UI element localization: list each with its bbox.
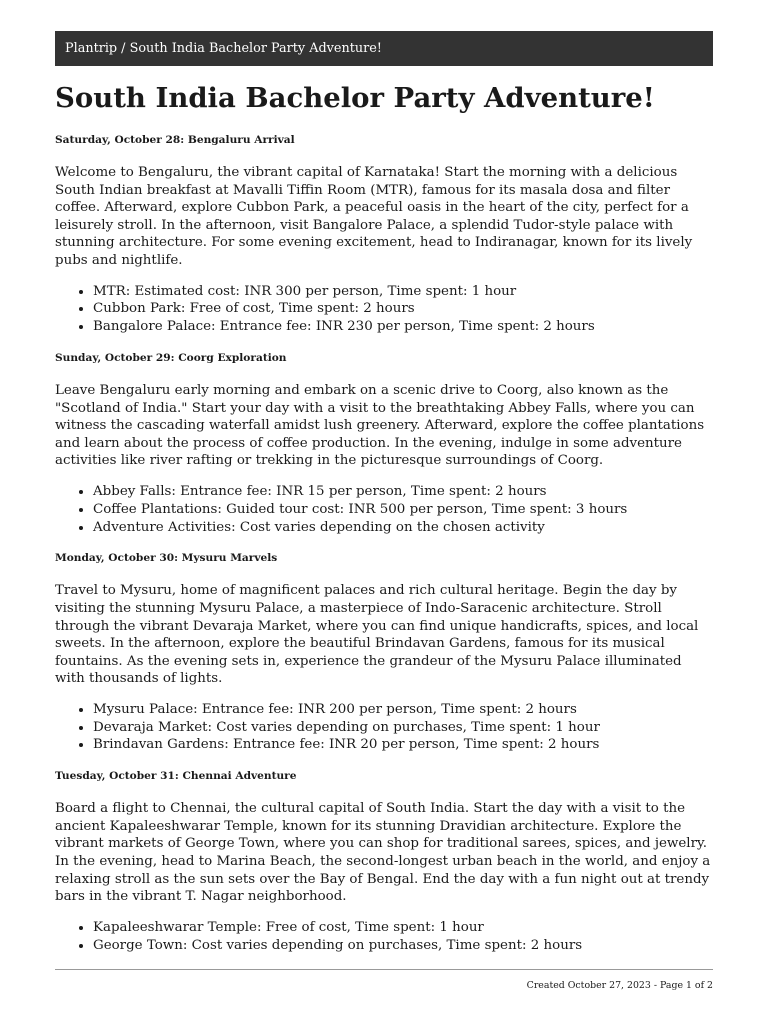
day-section xyxy=(55,349,715,536)
activity-list xyxy=(55,919,715,955)
itinerary-content xyxy=(55,131,715,967)
activity-item: • George Town: Cost varies depending on purchases, Time spent: 2 hours xyxy=(93,937,715,955)
breadcrumb-text[interactable]: Plantrip / South India Bachelor Party Adventure! xyxy=(65,41,382,56)
day-description: Welcome to Bengaluru, the vibrant capital of Karnataka! Start the morning with a delicious South Indian breakfast at Mavalli Tiffin Room (MTR), famous for its masala dosa and filter coffee. Afterward, explore Cubbon Park, a peaceful oasis in the heart of the city, perfect for a leisurely stroll. In the afternoon, visit Bangalore Palace, a splendid Tudor-style palace with stunning architecture. For some evening excitement, head to Indiranagar, known for its lively pubs and nightlife. xyxy=(55,165,693,268)
activity-item: • MTR: Estimated cost: INR 300 per person, Time spent: 1 hour xyxy=(93,283,715,301)
day-description: Travel to Mysuru, home of magnificent palaces and rich cultural heritage. Begin the day by visiting the stunning Mysuru Palace, a masterpiece of Indo-Saracenic architecture. Stroll through the vibrant Devaraja Market, where you can find unique handicrafts, spices, and local sweets. In the afternoon, explore the beautiful Brindavan Gardens, famous for its musical fountains. As the evening sets in, experience the grandeur of the Mysuru Palace illuminated with thousands of lights. xyxy=(55,583,699,687)
activity-item: • Brindavan Gardens: Entrance fee: INR 20 per person, Time spent: 2 hours xyxy=(93,736,715,754)
activity-list xyxy=(55,283,715,336)
activity-item: • Abbey Falls: Entrance fee: INR 15 per person, Time spent: 2 hours xyxy=(93,483,715,501)
activity-item: • Devaraja Market: Cost varies depending on purchases, Time spent: 1 hour xyxy=(93,719,715,737)
activity-item: • Kapaleeshwarar Temple: Free of cost, Time spent: 1 hour xyxy=(93,919,715,937)
activity-list xyxy=(55,483,715,536)
day-section xyxy=(55,549,715,754)
day-heading: Saturday, October 28: Bengaluru Arrival xyxy=(55,134,295,146)
activity-item: • Coffee Plantations: Guided tour cost: INR 500 per person, Time spent: 3 hours xyxy=(93,501,715,519)
page-footer: Created October 27, 2023 - Page 1 of 2 xyxy=(526,980,713,991)
activity-item: • Cubbon Park: Free of cost, Time spent: 2 hours xyxy=(93,300,715,318)
day-description: Leave Bengaluru early morning and embark on a scenic drive to Coorg, also known as the "Scotland of India." Start your day with a visit to the breathtaking Abbey Falls, where you can witness the cascading waterfall amidst lush greenery. Afterward, explore the coffee plantations and learn about the process of coffee production. In the evening, indulge in some adventure activities like river rafting or trekking in the picturesque surroundings of Coorg. xyxy=(55,382,705,469)
activity-item: • Bangalore Palace: Entrance fee: INR 230 per person, Time spent: 2 hours xyxy=(93,318,715,336)
day-heading: Sunday, October 29: Coorg Exploration xyxy=(55,351,287,364)
day-heading: Monday, October 30: Mysuru Marvels xyxy=(55,552,278,565)
day-section xyxy=(55,767,715,954)
activity-item: • Mysuru Palace: Entrance fee: INR 200 per person, Time spent: 2 hours xyxy=(93,701,715,719)
footer-divider xyxy=(55,969,713,970)
day-description: Board a flight to Chennai, the cultural capital of South India. Start the day with a visit to the ancient Kapaleeshwarar Temple, known for its stunning Dravidian architecture. Explore the vibrant markets of George Town, where you can shop for traditional sarees, spices, and jewelry. In the evening, head to Marina Beach, the second-longest urban beach in the world, and enjoy a relaxing stroll as the sun sets over the Bay of Bengal. End the day with a fun night out at trendy bars in the vibrant T. Nagar neighborhood. xyxy=(55,801,711,905)
breadcrumb xyxy=(55,31,713,66)
day-heading: Tuesday, October 31: Chennai Adventure xyxy=(55,770,297,783)
activity-list xyxy=(55,701,715,754)
activity-item: • Adventure Activities: Cost varies depending on the chosen activity xyxy=(93,519,715,537)
day-section xyxy=(55,131,715,336)
page-title: South India Bachelor Party Adventure! xyxy=(55,82,655,114)
